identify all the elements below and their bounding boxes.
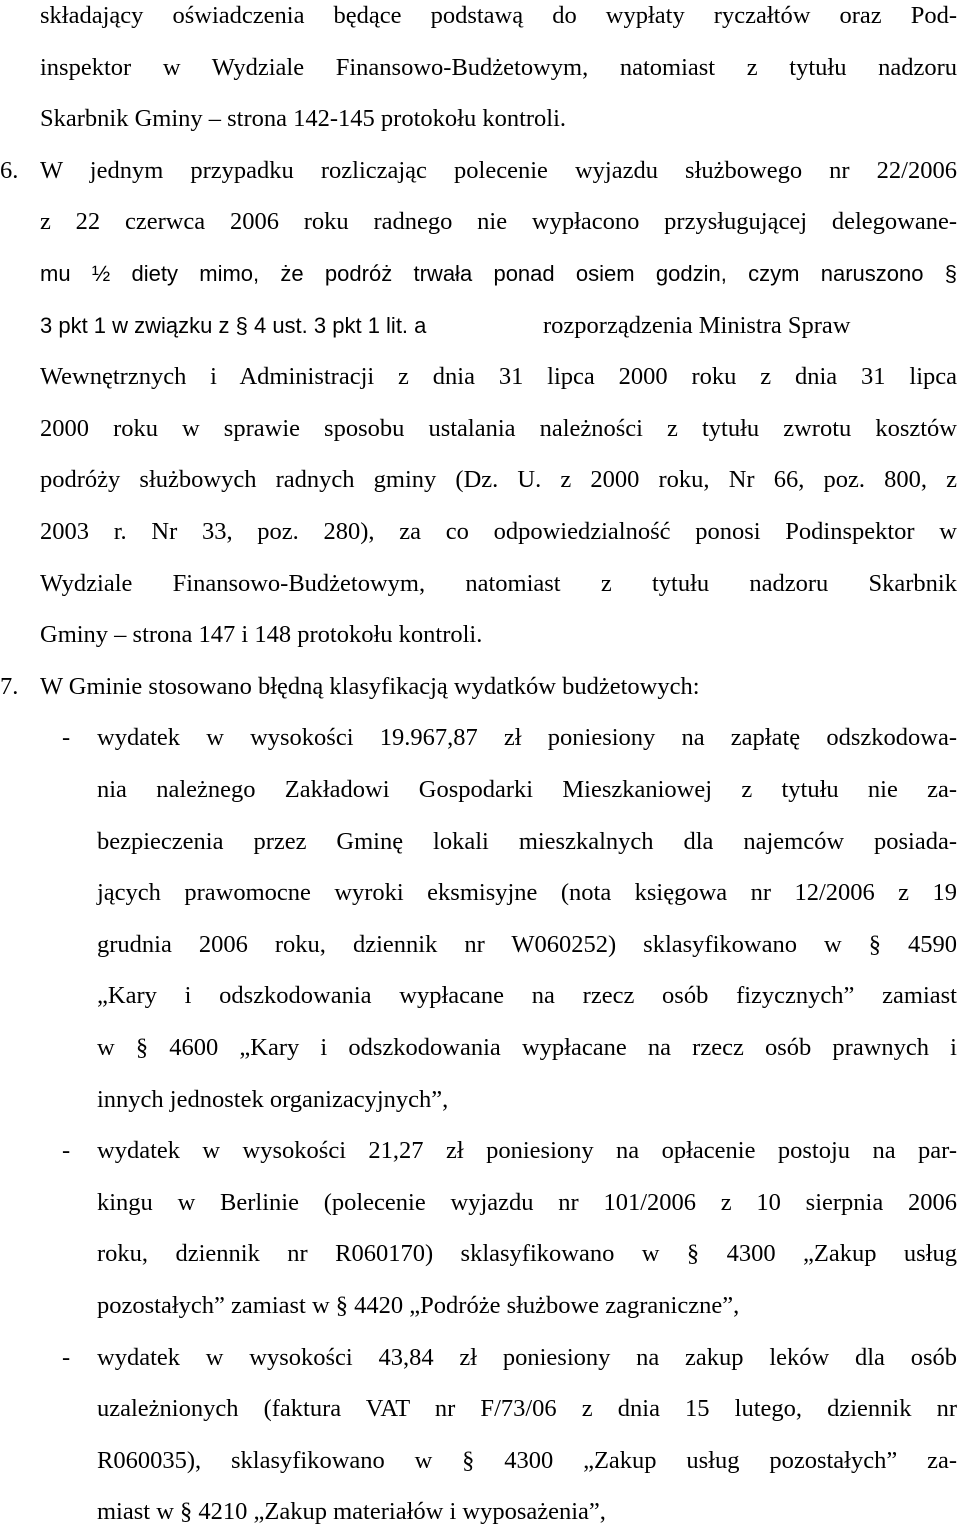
text-line: grudnia 2006 roku, dziennik nr W060252) sklasyfikowano w § 4590: [97, 930, 957, 958]
text-line: roku, dziennik nr R060170) sklasyfikowano w § 4300 „Zakup usług: [97, 1240, 957, 1268]
text-line: Wydziale Finansowo-Budżetowym, natomiast z tytułu nadzoru Skarbnik: [40, 569, 957, 597]
text-line: W Gminie stosowano błędną klasyfikacją wydatków budżetowych:: [40, 672, 700, 700]
text-line: w § 4600 „Kary i odszkodowania wypłacane na rzecz osób prawnych i: [97, 1034, 957, 1061]
list-dash: -: [62, 724, 71, 752]
text-line: „Kary i odszkodowania wypłacane na rzecz osób fizycznych” zamiast: [97, 982, 957, 1010]
text-line: 2003 r. Nr 33, poz. 280), za co odpowiedzialność ponosi Podinspektor w: [40, 518, 957, 545]
text-line: wydatek w wysokości 19.967,87 zł poniesiony na zapłatę odszkodowa-: [97, 724, 957, 752]
text-line: R060035), sklasyfikowano w § 4300 „Zakup usług pozostałych” za-: [97, 1446, 957, 1474]
text-line: miast w § 4210 „Zakup materiałów i wyposażenia”,: [97, 1498, 606, 1526]
text-line: 2000 roku w sprawie sposobu ustalania należności z tytułu zwrotu kosztów: [40, 414, 957, 442]
list-dash: -: [62, 1137, 71, 1165]
text-line: bezpieczenia przez Gminę lokali mieszkalnych dla najemców posiada-: [97, 827, 957, 855]
text-line: pozostałych” zamiast w § 4420 „Podróże służbowe zagraniczne”,: [97, 1292, 740, 1319]
text-line: mu ½ diety mimo, że podróż trwała ponad osiem godzin, czym naruszono §: [40, 261, 957, 286]
list-number-7: 7.: [0, 672, 19, 700]
text-line: nia należnego Zakładowi Gospodarki Mieszkaniowej z tytułu nie za-: [97, 776, 957, 803]
text-line: z 22 czerwca 2006 roku radnego nie wypłacono przysługującej delegowane-: [40, 208, 957, 236]
text-line: rozporządzenia Ministra Spraw: [543, 311, 851, 339]
text-line: uzależnionych (faktura VAT nr F/73/06 z dnia 15 lutego, dziennik nr: [97, 1395, 957, 1423]
text-line: Skarbnik Gminy – strona 142-145 protokołu kontroli.: [40, 105, 567, 133]
text-line: W jednym przypadku rozliczając polecenie wyjazdu służbowego nr 22/2006: [40, 156, 957, 184]
list-number-6: 6.: [0, 156, 19, 184]
text-line: jących prawomocne wyroki eksmisyjne (nota księgowa nr 12/2006 z 19: [97, 879, 957, 907]
text-line: wydatek w wysokości 43,84 zł poniesiony na zakup leków dla osób: [97, 1343, 957, 1371]
text-line: inspektor w Wydziale Finansowo-Budżetowym, natomiast z tytułu nadzoru: [40, 53, 957, 81]
text-line: 3 pkt 1 w związku z § 4 ust. 3 pkt 1 lit. a: [40, 312, 427, 338]
text-line: składający oświadczenia będące podstawą do wypłaty ryczałtów oraz Pod-: [40, 2, 957, 29]
list-dash: -: [62, 1343, 71, 1371]
text-line: wydatek w wysokości 21,27 zł poniesiony na opłacenie postoju na par-: [97, 1137, 957, 1165]
text-line: kingu w Berlinie (polecenie wyjazdu nr 101/2006 z 10 sierpnia 2006: [97, 1188, 957, 1216]
text-line: podróży służbowych radnych gminy (Dz. U. z 2000 roku, Nr 66, poz. 800, z: [40, 466, 957, 494]
text-line: Wewnętrznych i Administracji z dnia 31 lipca 2000 roku z dnia 31 lipca: [40, 363, 957, 391]
text-line: Gminy – strona 147 i 148 protokołu kontroli.: [40, 621, 483, 649]
text-line: innych jednostek organizacyjnych”,: [97, 1085, 449, 1113]
